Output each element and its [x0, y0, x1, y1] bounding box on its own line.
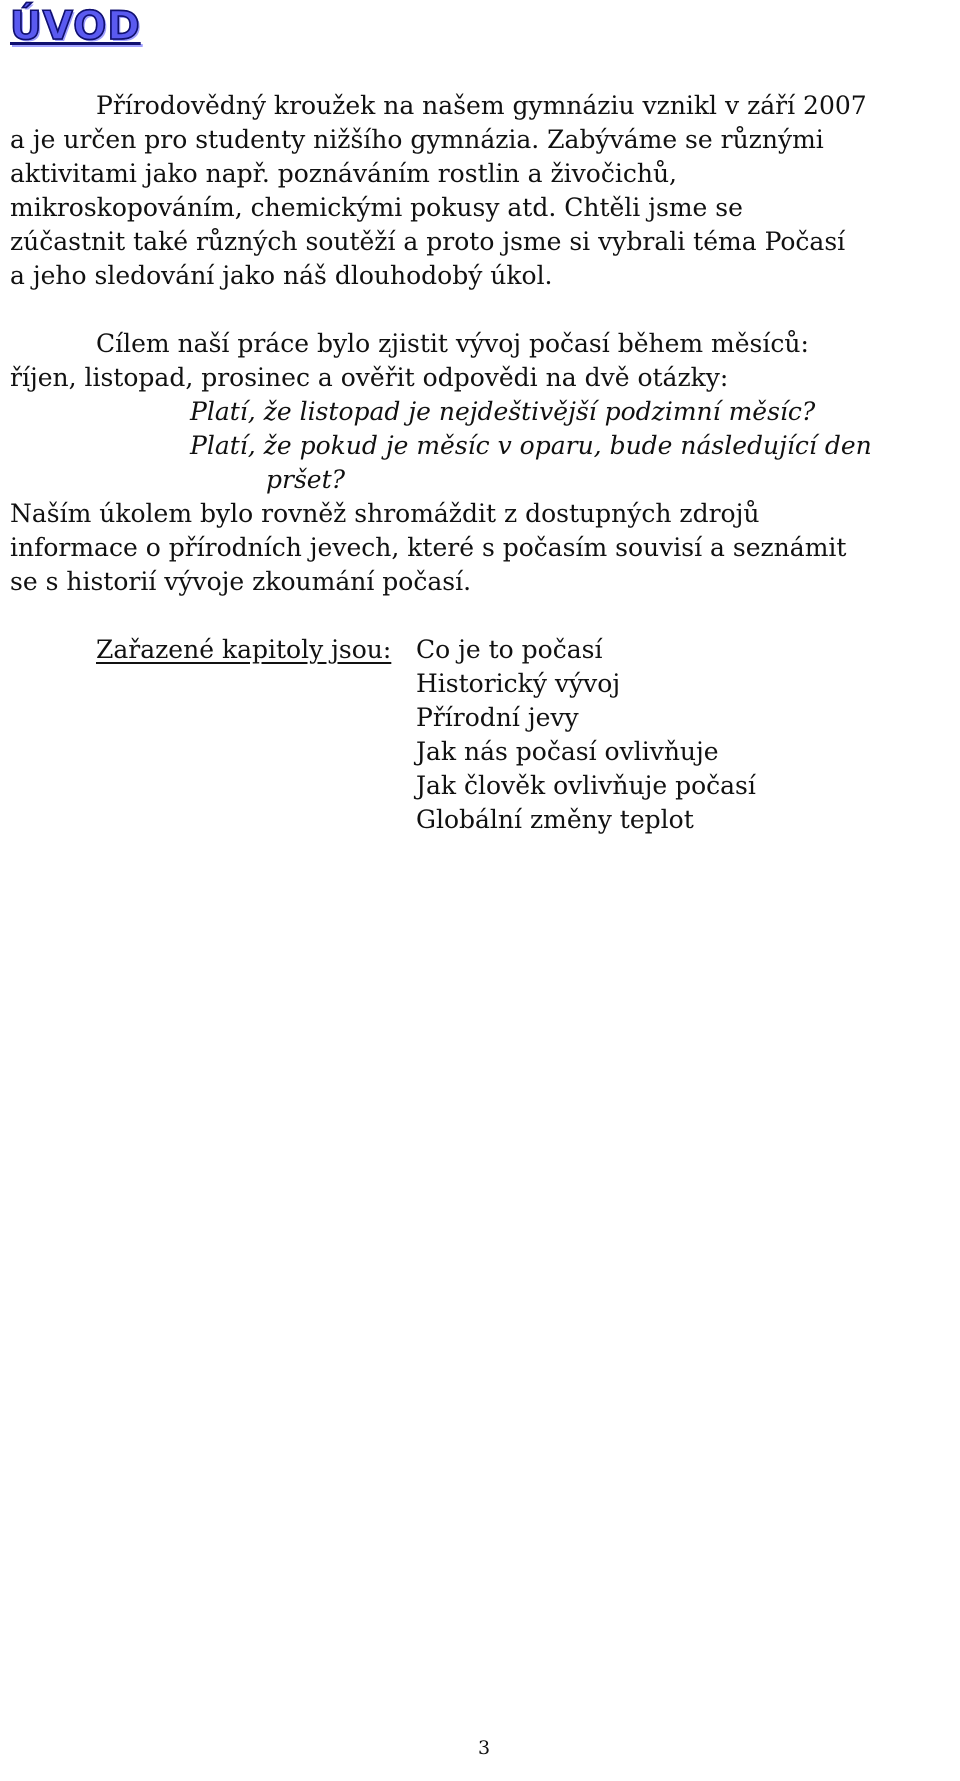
text-line: mikroskopováním, chemickými pokusy atd. Chtěli jsme se — [10, 193, 743, 222]
chapter-item: Přírodní jevy — [416, 703, 579, 732]
task-paragraph — [10, 497, 950, 599]
chapter-item: Co je to počasí — [416, 635, 603, 664]
page-number: 3 — [477, 1737, 491, 1759]
chapter-item: Globální změny teplot — [416, 805, 694, 834]
text-line: říjen, listopad, prosinec a ověřit odpovědi na dvě otázky: — [10, 363, 729, 392]
text-line: zúčastnit také různých soutěží a proto jsme si vybrali téma Počasí — [10, 227, 846, 256]
text-line: se s historií vývoje zkoumání počasí. — [10, 567, 472, 596]
intro-paragraph — [10, 89, 950, 293]
text-line: aktivitami jako např. poznáváním rostlin a živočichů, — [10, 159, 677, 188]
chapters-list — [416, 633, 756, 837]
chapter-item: Jak nás počasí ovlivňuje — [416, 737, 719, 766]
text-line: a jeho sledování jako náš dlouhodobý úkol. — [10, 261, 553, 290]
chapter-item: Historický vývoj — [416, 669, 621, 698]
text-line: a je určen pro studenty nižšího gymnázia. Zabýváme se různými — [10, 125, 824, 154]
question-line: Platí, že listopad je nejdeštivější podzimní měsíc? — [190, 397, 816, 426]
question-line: Platí, že pokud je měsíc v oparu, bude následující den — [190, 431, 872, 460]
text-line: Cílem naší práce bylo zjistit vývoj počasí během měsíců: — [96, 329, 809, 358]
text-line: Přírodovědný kroužek na našem gymnáziu vznikl v září 2007 — [96, 91, 867, 120]
chapters-label: Zařazené kapitoly jsou: — [96, 635, 392, 664]
section-heading: ÚVOD — [10, 4, 141, 49]
question-line: pršet? — [266, 465, 346, 494]
research-questions — [190, 395, 872, 497]
text-line: informace o přírodních jevech, které s počasím souvisí a seznámit — [10, 533, 847, 562]
chapter-item: Jak člověk ovlivňuje počasí — [416, 771, 756, 800]
goal-paragraph — [10, 327, 950, 395]
text-line: Naším úkolem bylo rovněž shromáždit z dostupných zdrojů — [10, 499, 760, 528]
